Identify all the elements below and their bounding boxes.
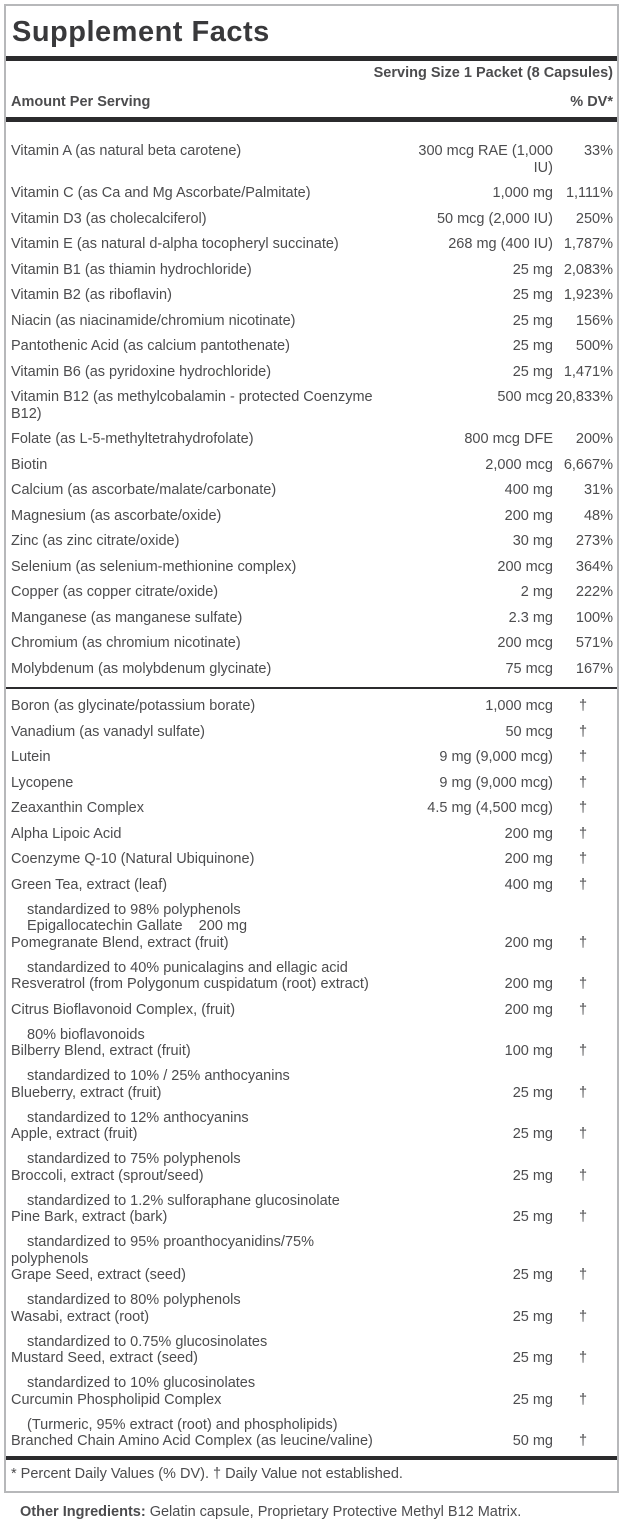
ingredient-amount: 25 mg [512, 1167, 553, 1184]
ingredient-name: Molybdenum (as molybdenum glycinate) [11, 660, 272, 677]
ingredient-row [11, 800, 613, 817]
ingredient-name: Blueberry, extract (fruit) [11, 1084, 162, 1101]
ingredient-amount: 200 mg [504, 507, 553, 524]
ingredient-row [11, 338, 613, 355]
ingredient-dv: 2,083% [563, 261, 613, 278]
ingredient-name: Resveratrol (from Polygonum cuspidatum (root) extract) [11, 976, 369, 992]
ingredient-note: 80% bioflavonoids [27, 1026, 145, 1043]
ingredient-amount: 25 mg [512, 261, 553, 278]
ingredient-amount: 2 mg [520, 584, 553, 600]
ingredient-name: Niacin (as niacinamide/chromium nicotinate) [11, 312, 296, 329]
ingredient-amount: 268 mg (400 IU) [448, 236, 553, 252]
ingredient-name: Branched Chain Amino Acid Complex (as leucine/valine) [11, 1433, 373, 1449]
ingredient-amount: 200 mg [504, 851, 553, 867]
ingredient-name: Vanadium (as vanadyl sulfate) [11, 723, 205, 740]
ingredient-dv: 222% [575, 584, 613, 600]
ingredient-amount: 4.5 mg (4,500 mcg) [427, 800, 553, 816]
ingredient-dv: † [578, 934, 588, 951]
ingredient-note: Epigallocatechin Gallate 200 mg [27, 918, 248, 934]
panel-title: Supplement Facts [12, 16, 270, 48]
ingredient-row [11, 1043, 613, 1060]
ingredient-row [11, 610, 613, 627]
ingredient-name: Calcium (as ascorbate/malate/carbonate) [11, 482, 277, 498]
ingredient-dv: † [578, 698, 588, 714]
top-rule [6, 56, 617, 61]
ingredient-note: (Turmeric, 95% extract (root) and phospholipids) [27, 1416, 338, 1433]
ingredient-name: Bilberry Blend, extract (fruit) [11, 1043, 191, 1059]
ingredient-note: standardized to 10% glucosinolates [27, 1375, 256, 1391]
ingredient-name: Manganese (as manganese sulfate) [11, 609, 243, 626]
ingredient-row [11, 431, 613, 448]
ingredient-row [11, 584, 613, 601]
ingredient-row [11, 1209, 613, 1226]
ingredient-name: Magnesium (as ascorbate/oxide) [11, 507, 222, 524]
ingredient-amount: 50 mcg (2,000 IU) [436, 210, 553, 227]
ingredient-row [11, 698, 613, 715]
ingredient-name: Chromium (as chromium nicotinate) [11, 635, 241, 651]
ingredient-dv: 1,923% [563, 287, 613, 303]
ingredient-dv: 167% [575, 660, 613, 677]
ingredient-dv: † [578, 1433, 588, 1449]
ingredient-amount: 25 mg [512, 1267, 553, 1283]
ingredient-note: standardized to 10% / 25% anthocyanins [27, 1068, 290, 1084]
ingredient-row [11, 1002, 613, 1019]
ingredient-name: Pantothenic Acid (as calcium pantothenate) [11, 338, 290, 354]
ingredient-row [11, 1126, 613, 1143]
ingredient-name: Vitamin B1 (as thiamin hydrochloride) [11, 261, 252, 278]
bottom-rule [6, 1456, 617, 1460]
ingredient-amount: 25 mg [512, 1350, 553, 1366]
ingredient-row [11, 749, 613, 766]
ingredient-row [11, 1350, 613, 1367]
ingredient-name: Green Tea, extract (leaf) [11, 876, 168, 893]
ingredient-row [11, 364, 613, 381]
ingredient-name: Biotin [11, 456, 48, 473]
footnote: * Percent Daily Values (% DV). † Daily Value not established. [11, 1465, 403, 1482]
ingredient-amount: 100 mg [504, 1043, 553, 1059]
ingredient-row [11, 826, 613, 843]
ingredient-row [11, 508, 613, 525]
ingredient-dv: † [578, 1167, 588, 1184]
ingredient-amount: 1,000 mg [492, 185, 553, 201]
ingredient-amount: 9 mg (9,000 mcg) [439, 774, 553, 791]
ingredient-dv: † [578, 1308, 588, 1325]
ingredient-dv: † [578, 825, 588, 842]
ingredient-dv: † [578, 851, 588, 867]
ingredient-row [11, 775, 613, 792]
ingredient-name: Lycopene [11, 774, 74, 791]
ingredient-amount: 800 mcg DFE [464, 431, 553, 447]
ingredient-name: Boron (as glycinate/potassium borate) [11, 698, 256, 714]
ingredient-dv: 6,667% [563, 456, 613, 473]
ingredient-name: Vitamin B12 (as methylcobalamin - protected Coenzyme B12) [11, 389, 373, 422]
ingredient-dv: 250% [575, 210, 613, 227]
ingredient-note: standardized to 0.75% glucosinolates [27, 1333, 268, 1350]
ingredient-row [11, 211, 613, 228]
ingredient-row [11, 482, 613, 499]
amount-per-serving-header: Amount Per Serving [11, 94, 151, 110]
ingredient-note: standardized to 95% proanthocyanidins/75% polyphenols [11, 1234, 319, 1267]
ingredient-row [11, 287, 613, 304]
ingredient-note: standardized to 1.2% sulforaphane glucosinolate [27, 1192, 340, 1209]
ingredient-amount: 75 mcg [505, 660, 553, 677]
ingredient-dv: † [578, 1001, 588, 1018]
ingredient-dv: 1,787% [563, 236, 613, 252]
ingredient-name: Curcumin Phospholipid Complex [11, 1391, 222, 1408]
ingredient-row [11, 1392, 613, 1409]
ingredient-name: Lutein [11, 749, 51, 765]
percent-dv-header: % DV* [570, 94, 613, 110]
ingredient-dv: † [578, 1350, 588, 1366]
ingredient-name: Vitamin D3 (as cholecalciferol) [11, 210, 207, 227]
ingredient-note: standardized to 80% polyphenols [27, 1292, 241, 1308]
ingredient-dv: 500% [575, 338, 613, 354]
ingredient-name: Alpha Lipoic Acid [11, 825, 122, 842]
supplement-facts-panel [4, 4, 619, 1493]
ingredient-dv: 156% [575, 312, 613, 329]
ingredient-dv: † [578, 1043, 588, 1059]
ingredient-dv: 33% [583, 143, 613, 159]
ingredient-dv: 1,471% [563, 363, 613, 380]
ingredient-row [11, 313, 613, 330]
ingredient-amount: 9 mg (9,000 mcg) [439, 749, 553, 765]
ingredient-row [11, 1168, 613, 1185]
ingredient-row [11, 724, 613, 741]
ingredient-name: Broccoli, extract (sprout/seed) [11, 1167, 204, 1184]
ingredient-amount: 25 mg [512, 1126, 553, 1142]
ingredient-row [11, 559, 613, 576]
ingredient-amount: 200 mg [504, 934, 553, 951]
ingredient-row [11, 389, 613, 422]
ingredient-amount: 25 mg [512, 363, 553, 380]
ingredient-dv: † [578, 800, 588, 816]
ingredient-amount: 200 mcg [497, 635, 553, 651]
ingredient-row [11, 877, 613, 894]
section-divider [6, 687, 617, 689]
ingredient-amount: 25 mg [512, 338, 553, 354]
ingredient-amount: 25 mg [512, 1391, 553, 1408]
ingredient-row [11, 1267, 613, 1284]
ingredient-name: Folate (as L-5-methyltetrahydrofolate) [11, 431, 254, 447]
other-ingredients-label: Other Ingredients: [20, 1503, 146, 1520]
ingredient-name: Copper (as copper citrate/oxide) [11, 584, 219, 600]
ingredient-row [11, 457, 613, 474]
ingredient-row [11, 851, 613, 868]
ingredient-dv: 48% [583, 507, 613, 524]
ingredient-amount: 50 mg [512, 1433, 553, 1449]
ingredient-amount: 1,000 mcg [485, 698, 553, 714]
ingredient-note: standardized to 40% punicalagins and ellagic acid [27, 959, 348, 976]
ingredient-row [11, 1309, 613, 1326]
ingredient-dv: 20,833% [555, 389, 613, 405]
ingredient-amount: 400 mg [504, 876, 553, 893]
ingredient-name: Pine Bark, extract (bark) [11, 1209, 168, 1225]
ingredient-dv: 31% [583, 482, 613, 498]
ingredient-name: Citrus Bioflavonoid Complex, (fruit) [11, 1001, 236, 1018]
ingredient-dv: 200% [575, 431, 613, 447]
ingredient-dv: † [578, 976, 588, 992]
ingredient-note: standardized to 75% polyphenols [27, 1151, 241, 1167]
ingredient-dv: 273% [575, 533, 613, 549]
ingredient-amount: 25 mg [512, 1308, 553, 1325]
ingredient-name: Coenzyme Q-10 (Natural Ubiquinone) [11, 851, 255, 867]
ingredient-name: Zeaxanthin Complex [11, 800, 144, 816]
columns-header [6, 94, 617, 110]
ingredient-amount: 500 mcg [497, 389, 553, 405]
ingredient-dv: 364% [575, 558, 613, 575]
ingredient-amount: 25 mg [512, 312, 553, 329]
header-bottom-rule [6, 117, 617, 122]
other-ingredients [20, 1504, 623, 1520]
ingredient-name: Selenium (as selenium-methionine complex) [11, 558, 297, 575]
ingredient-dv: 100% [575, 609, 613, 626]
ingredient-name: Vitamin B6 (as pyridoxine hydrochloride) [11, 363, 272, 380]
ingredient-amount: 2,000 mcg [485, 456, 553, 473]
other-ingredients-text: Gelatin capsule, Proprietary Protective Methyl B12 Matrix. [145, 1503, 522, 1520]
ingredient-dv: † [578, 1126, 588, 1142]
ingredient-dv: † [578, 723, 588, 740]
ingredient-list [6, 143, 617, 1450]
ingredient-amount: 200 mg [504, 825, 553, 842]
ingredient-amount: 200 mcg [497, 558, 553, 575]
ingredient-dv: † [578, 876, 588, 893]
ingredient-dv: † [578, 774, 588, 791]
ingredient-row [11, 635, 613, 652]
ingredient-name: Zinc (as zinc citrate/oxide) [11, 533, 180, 549]
ingredient-name: Apple, extract (fruit) [11, 1126, 138, 1142]
ingredient-row [11, 935, 613, 952]
ingredient-dv: † [578, 1391, 588, 1408]
ingredient-row [11, 976, 613, 993]
ingredient-amount: 25 mg [512, 287, 553, 303]
ingredient-row [11, 1433, 613, 1450]
ingredient-amount: 30 mg [512, 533, 553, 549]
ingredient-name: Vitamin A (as natural beta carotene) [11, 143, 242, 159]
serving-size: Serving Size 1 Packet (8 Capsules) [373, 65, 613, 81]
ingredient-amount: 2.3 mg [508, 609, 553, 626]
ingredient-dv: † [578, 1267, 588, 1283]
ingredient-note: standardized to 98% polyphenols [27, 901, 241, 918]
ingredient-name: Vitamin B2 (as riboflavin) [11, 287, 172, 303]
ingredient-dv: 571% [575, 635, 613, 651]
ingredient-row [11, 143, 613, 176]
ingredient-name: Wasabi, extract (root) [11, 1308, 150, 1325]
ingredient-amount: 200 mg [504, 1001, 553, 1018]
ingredient-amount: 50 mcg [505, 723, 553, 740]
ingredient-dv: † [578, 1084, 588, 1101]
ingredient-row [11, 661, 613, 678]
ingredient-amount: 200 mg [504, 976, 553, 992]
ingredient-name: Vitamin E (as natural d-alpha tocopheryl succinate) [11, 236, 339, 252]
ingredient-amount: 25 mg [512, 1209, 553, 1225]
ingredient-row [11, 185, 613, 202]
ingredient-amount: 300 mcg RAE (1,000 IU) [418, 143, 553, 176]
ingredient-amount: 400 mg [504, 482, 553, 498]
ingredient-note: standardized to 12% anthocyanins [27, 1109, 249, 1126]
ingredient-name: Mustard Seed, extract (seed) [11, 1350, 198, 1366]
ingredient-dv: † [578, 1209, 588, 1225]
ingredient-row [11, 533, 613, 550]
ingredient-dv: † [578, 749, 588, 765]
ingredient-row [11, 1085, 613, 1102]
ingredient-name: Vitamin C (as Ca and Mg Ascorbate/Palmitate) [11, 185, 311, 201]
ingredient-name: Pomegranate Blend, extract (fruit) [11, 934, 229, 951]
ingredient-name: Grape Seed, extract (seed) [11, 1267, 186, 1283]
ingredient-amount: 25 mg [512, 1084, 553, 1101]
ingredient-dv: 1,111% [565, 185, 613, 201]
ingredient-row [11, 236, 613, 253]
ingredient-row [11, 262, 613, 279]
